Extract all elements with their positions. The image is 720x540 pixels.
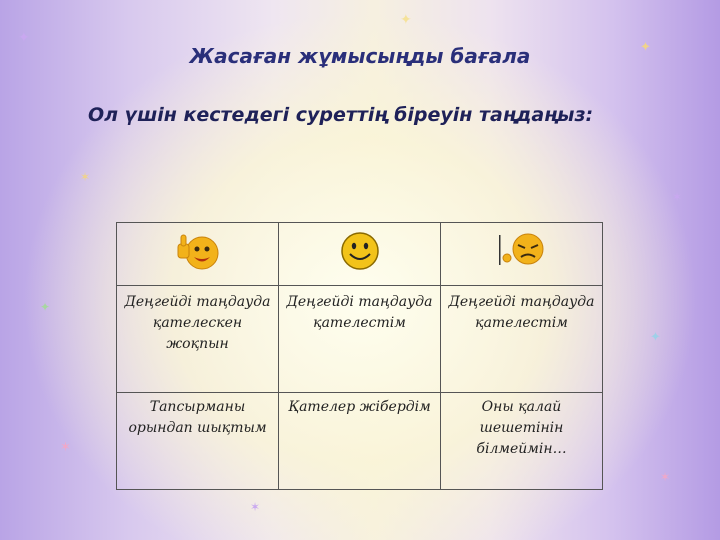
- table-row: [117, 393, 603, 490]
- sparkle-decoration: ✶: [672, 190, 683, 204]
- sparkle-decoration: ✦: [40, 300, 51, 314]
- table-cell[interactable]: Деңгейді таңдауда қателестім: [441, 286, 603, 393]
- thumbs-up-smiley-icon: [175, 230, 221, 279]
- table-row: [117, 286, 603, 393]
- table-row: [117, 223, 603, 286]
- table-cell[interactable]: [117, 223, 279, 286]
- table-cell[interactable]: [441, 223, 603, 286]
- table-cell[interactable]: Деңгейді таңдауда қателескен жоқпын: [117, 286, 279, 393]
- table-cell[interactable]: Деңгейді таңдауда қателестім: [279, 286, 441, 393]
- table-cell[interactable]: Қателер жібердім: [279, 393, 441, 490]
- sparkle-decoration: ✦: [650, 330, 661, 345]
- sparkle-decoration: ✶: [660, 470, 671, 484]
- page-title: Жасаған жұмысыңды бағала: [189, 44, 531, 68]
- sparkle-decoration: ✦: [18, 30, 30, 46]
- smiley-face-icon: [340, 231, 380, 278]
- table-cell[interactable]: [279, 223, 441, 286]
- table-cell[interactable]: Тапсырманы орындап шықтым: [117, 393, 279, 490]
- sparkle-decoration: ✶: [60, 440, 71, 455]
- table-cell[interactable]: Оны қалай шешетінін білмеймін…: [441, 393, 603, 490]
- instruction-text: Ол үшін кестедегі суреттің біреуін таңдаңыз:: [88, 104, 594, 126]
- frowning-face-icon: [497, 231, 547, 278]
- sparkle-decoration: ✶: [250, 500, 261, 514]
- self-assessment-table: [116, 222, 603, 490]
- sparkle-decoration: ✦: [400, 12, 412, 28]
- sparkle-decoration: ✦: [640, 40, 651, 55]
- sparkle-decoration: ✶: [80, 170, 91, 184]
